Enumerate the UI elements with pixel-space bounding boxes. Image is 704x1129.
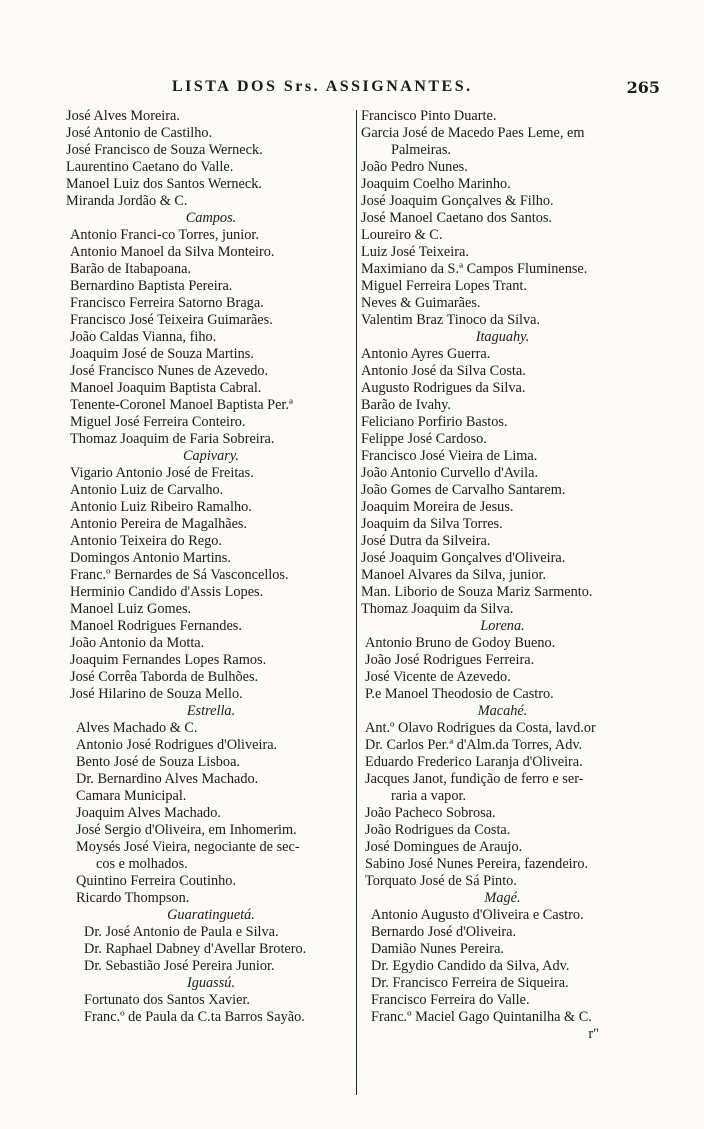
subscriber-entry: José Sergio d'Oliveira, em Inhomerim. bbox=[76, 822, 297, 838]
subscriber-list-right-column bbox=[361, 108, 644, 1043]
subscriber-entry: Dr. Egydio Candido da Silva, Adv. bbox=[371, 958, 570, 974]
subscriber-entry: Maximiano da S.ª Campos Fluminense. bbox=[361, 261, 588, 277]
subscriber-entry: José Alves Moreira. bbox=[66, 108, 180, 124]
subscriber-entry: João Pacheco Sobrosa. bbox=[365, 805, 496, 821]
subscriber-entry: João Pedro Nunes. bbox=[361, 159, 468, 175]
subscriber-entry: Herminio Candido d'Assis Lopes. bbox=[70, 584, 264, 600]
subscriber-entry: Franc.º Bernardes de Sá Vasconcellos. bbox=[70, 567, 289, 583]
subscriber-entry: José Hilarino de Souza Mello. bbox=[70, 686, 243, 702]
place-heading: Iguassú. bbox=[186, 975, 236, 991]
subscriber-entry: Dr. Sebastião José Pereira Junior. bbox=[84, 958, 275, 974]
subscriber-entry: Ricardo Thompson. bbox=[76, 890, 190, 906]
subscriber-entry: Dr. Francisco Ferreira de Siqueira. bbox=[371, 975, 569, 991]
subscriber-entry: Man. Liborio de Souza Mariz Sarmento. bbox=[361, 584, 593, 600]
subscriber-entry: José Vicente de Azevedo. bbox=[365, 669, 511, 685]
subscriber-entry: Antonio Franci-co Torres, junior. bbox=[70, 227, 259, 243]
subscriber-entry: Thomaz Joaquim da Silva. bbox=[361, 601, 514, 617]
subscriber-entry: Franc.º Maciel Gago Quintanilha & C. bbox=[371, 1009, 592, 1025]
subscriber-entry: Loureiro & C. bbox=[361, 227, 443, 243]
page-number: 265 bbox=[626, 78, 660, 97]
subscriber-entry: Franc.º de Paula da C.ta Barros Sayão. bbox=[84, 1009, 305, 1025]
subscriber-entry: Fortunato dos Santos Xavier. bbox=[84, 992, 250, 1008]
subscriber-entry: Antonio Bruno de Godoy Bueno. bbox=[365, 635, 556, 651]
subscriber-entry: Vigario Antonio José de Freitas. bbox=[70, 465, 254, 481]
subscriber-entry: José Joaquim Gonçalves d'Oliveira. bbox=[361, 550, 566, 566]
subscriber-entry: Torquato José de Sá Pinto. bbox=[365, 873, 517, 889]
subscriber-entry: Felippe José Cardoso. bbox=[361, 431, 487, 447]
subscriber-entry: Joaquim José de Souza Martins. bbox=[70, 346, 254, 362]
subscriber-entry: Barão de Itabapoana. bbox=[70, 261, 192, 277]
subscriber-entry: P.e Manoel Theodosio de Castro. bbox=[365, 686, 554, 702]
subscriber-entry: Neves & Guimarães. bbox=[361, 295, 481, 311]
subscriber-entry: José Dutra da Silveira. bbox=[361, 533, 491, 549]
subscriber-entry: Dr. Raphael Dabney d'Avellar Brotero. bbox=[84, 941, 307, 957]
subscriber-entry: Antonio Pereira de Magalhães. bbox=[70, 516, 248, 532]
subscriber-entry: Camara Municipal. bbox=[76, 788, 187, 804]
subscriber-entry: Manoel Alvares da Silva, junior. bbox=[361, 567, 547, 583]
place-heading: Lorena. bbox=[480, 618, 525, 634]
subscriber-entry: João Rodrigues da Costa. bbox=[365, 822, 511, 838]
running-title: LISTA DOS Srs. ASSIGNANTES. bbox=[172, 78, 473, 95]
place-heading: Campos. bbox=[185, 210, 237, 226]
place-heading: Capivary. bbox=[183, 448, 239, 464]
subscriber-entry: Eduardo Frederico Laranja d'Oliveira. bbox=[365, 754, 583, 770]
subscriber-entry: Antonio Ayres Guerra. bbox=[361, 346, 491, 362]
place-heading: Guaratinguetá. bbox=[167, 907, 255, 923]
column-divider bbox=[356, 110, 357, 1095]
subscriber-entry: Antonio José da Silva Costa. bbox=[361, 363, 526, 379]
subscriber-entry: José Joaquim Gonçalves & Filho. bbox=[361, 193, 554, 209]
subscriber-list-left-column bbox=[66, 108, 356, 1026]
subscriber-entry: Antonio Manoel da Silva Monteiro. bbox=[70, 244, 275, 260]
subscriber-entry: Manoel Luiz Gomes. bbox=[70, 601, 192, 617]
subscriber-entry-continuation: raria a vapor. bbox=[391, 788, 467, 804]
subscriber-entry: Barão de Ivahy. bbox=[361, 397, 451, 413]
subscriber-entry: Tenente-Coronel Manoel Baptista Per.ª bbox=[70, 397, 293, 413]
subscriber-entry: Valentim Braz Tinoco da Silva. bbox=[361, 312, 541, 328]
subscriber-entry: Antonio Luiz Ribeiro Ramalho. bbox=[70, 499, 252, 515]
subscriber-entry: Francisco Ferreira do Valle. bbox=[371, 992, 530, 1008]
subscriber-entry: Antonio José Rodrigues d'Oliveira. bbox=[76, 737, 278, 753]
subscriber-entry: Joaquim Coelho Marinho. bbox=[361, 176, 511, 192]
subscriber-entry: Miguel Ferreira Lopes Trant. bbox=[361, 278, 527, 294]
subscriber-entry: Moysés José Vieira, negociante de sec- bbox=[76, 839, 300, 855]
subscriber-entry: Bernardino Baptista Pereira. bbox=[70, 278, 233, 294]
place-heading: Magé. bbox=[484, 890, 521, 906]
subscriber-entry: Damião Nunes Pereira. bbox=[371, 941, 504, 957]
subscriber-entry: João Antonio Curvello d'Avila. bbox=[361, 465, 539, 481]
place-heading: Macahé. bbox=[477, 703, 528, 719]
subscriber-entry: Joaquim da Silva Torres. bbox=[361, 516, 503, 532]
subscriber-entry: Garcia José de Macedo Paes Leme, em bbox=[361, 125, 585, 141]
subscriber-entry: Manoel Joaquim Baptista Cabral. bbox=[70, 380, 262, 396]
subscriber-entry: Francisco Ferreira Satorno Braga. bbox=[70, 295, 264, 311]
subscriber-entry: Bento José de Souza Lisboa. bbox=[76, 754, 240, 770]
subscriber-entry: Dr. Bernardino Alves Machado. bbox=[76, 771, 259, 787]
subscriber-entry: Laurentino Caetano do Valle. bbox=[66, 159, 234, 175]
subscriber-entry: Bernardo José d'Oliveira. bbox=[371, 924, 517, 940]
subscriber-entry: Jacques Janot, fundição de ferro e ser- bbox=[365, 771, 584, 787]
subscriber-entry: Francisco José Teixeira Guimarães. bbox=[70, 312, 273, 328]
place-heading: Estrella. bbox=[186, 703, 236, 719]
subscriber-entry: Luiz José Teixeira. bbox=[361, 244, 469, 260]
place-heading: Itaguahy. bbox=[475, 329, 530, 345]
subscriber-entry: Augusto Rodrigues da Silva. bbox=[361, 380, 526, 396]
subscriber-entry: João Antonio da Motta. bbox=[70, 635, 205, 651]
subscriber-entry: Francisco Pinto Duarte. bbox=[361, 108, 497, 124]
subscriber-entry: Antonio Luiz de Carvalho. bbox=[70, 482, 224, 498]
subscriber-entry: Miguel José Ferreira Conteiro. bbox=[70, 414, 246, 430]
page-header bbox=[60, 78, 660, 104]
subscriber-entry: Manoel Rodrigues Fernandes. bbox=[70, 618, 242, 634]
subscriber-entry: Miranda Jordão & C. bbox=[66, 193, 188, 209]
subscriber-entry: José Manoel Caetano dos Santos. bbox=[361, 210, 552, 226]
subscriber-entry: Joaquim Moreira de Jesus. bbox=[361, 499, 514, 515]
subscriber-entry: Quintino Ferreira Coutinho. bbox=[76, 873, 237, 889]
subscriber-entry: Dr. José Antonio de Paula e Silva. bbox=[84, 924, 279, 940]
subscriber-entry: José Francisco de Souza Werneck. bbox=[66, 142, 263, 158]
subscriber-entry: Antonio Teixeira do Rego. bbox=[70, 533, 223, 549]
subscriber-entry: Antonio Augusto d'Oliveira e Castro. bbox=[371, 907, 584, 923]
subscriber-entry: José Francisco Nunes de Azevedo. bbox=[70, 363, 269, 379]
subscriber-entry: Thomaz Joaquim de Faria Sobreira. bbox=[70, 431, 275, 447]
subscriber-entry: Manoel Luiz dos Santos Werneck. bbox=[66, 176, 262, 192]
subscriber-entry: Joaquim Fernandes Lopes Ramos. bbox=[70, 652, 267, 668]
subscriber-entry: João Caldas Vianna, fiho. bbox=[70, 329, 217, 345]
catchword: r" bbox=[588, 1026, 599, 1042]
subscriber-entry: Sabino José Nunes Pereira, fazendeiro. bbox=[365, 856, 589, 872]
subscriber-entry: Francisco José Vieira de Lima. bbox=[361, 448, 538, 464]
subscriber-entry: João José Rodrigues Ferreira. bbox=[365, 652, 535, 668]
subscriber-entry-continuation: Palmeiras. bbox=[391, 142, 451, 158]
subscriber-entry: José Domingues de Araujo. bbox=[365, 839, 523, 855]
subscriber-entry-continuation: cos e molhados. bbox=[96, 856, 188, 872]
subscriber-entry: Alves Machado & C. bbox=[76, 720, 198, 736]
subscriber-entry: Feliciano Porfirio Bastos. bbox=[361, 414, 508, 430]
subscriber-entry: Ant.º Olavo Rodrigues da Costa, lavd.or bbox=[365, 720, 596, 736]
subscriber-entry: Domingos Antonio Martins. bbox=[70, 550, 231, 566]
subscriber-entry: José Corrêa Taborda de Bulhões. bbox=[70, 669, 259, 685]
subscriber-entry: João Gomes de Carvalho Santarem. bbox=[361, 482, 566, 498]
subscriber-entry: Joaquim Alves Machado. bbox=[76, 805, 221, 821]
subscriber-entry: José Antonio de Castilho. bbox=[66, 125, 213, 141]
subscriber-entry: Dr. Carlos Per.ª d'Alm.da Torres, Adv. bbox=[365, 737, 583, 753]
